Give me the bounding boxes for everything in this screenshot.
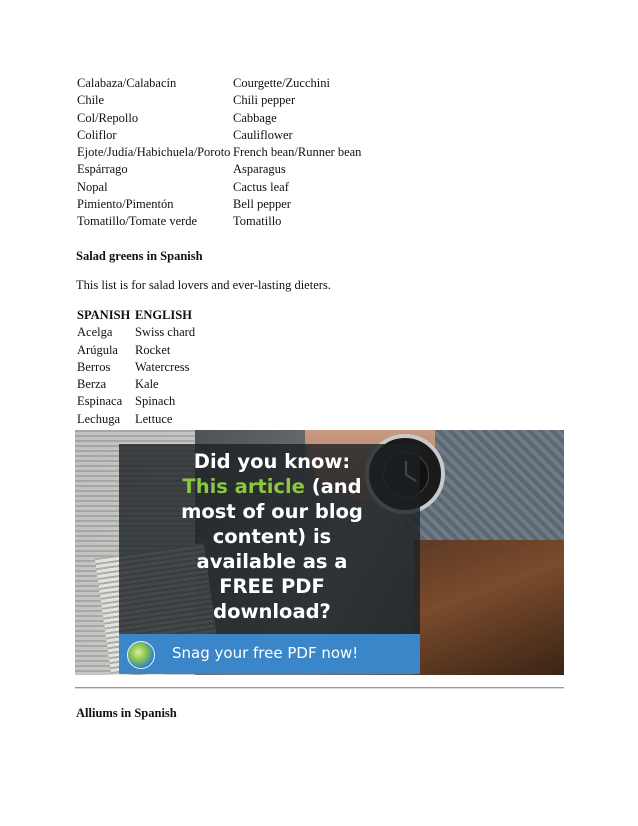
free-pdf-button[interactable] (119, 634, 420, 674)
table-row (77, 376, 195, 393)
alliums-heading: Alliums in Spanish (76, 706, 177, 720)
table-row (77, 393, 195, 410)
english-cell: Kale (135, 377, 159, 392)
banner-highlight-text: This article (182, 475, 305, 498)
english-cell: French bean/Runner bean (233, 145, 362, 160)
spanish-cell: Espinaca (77, 394, 123, 409)
spanish-cell: Nopal (77, 179, 108, 194)
english-cell: Cauliflower (233, 127, 293, 142)
spanish-cell: Coliflor (77, 127, 117, 142)
salad-intro-text: This list is for salad lovers and ever-lasting dieters. (76, 278, 331, 292)
table-header-row (77, 307, 195, 324)
banner-line-rest: (and (304, 475, 362, 498)
table-row (77, 75, 361, 92)
spanish-cell: Berza (77, 377, 107, 392)
english-cell: Watercress (135, 359, 190, 374)
banner-line: download? (213, 600, 331, 623)
english-cell: Courgette/Zucchini (233, 76, 330, 90)
table-row (77, 92, 361, 109)
spanish-cell: Tomatillo/Tomate verde (77, 214, 198, 229)
table-row (77, 342, 195, 359)
english-header: ENGLISH (135, 308, 192, 322)
table-row (77, 213, 361, 230)
spanish-cell: Berros (77, 359, 111, 374)
english-cell: Rocket (135, 342, 171, 357)
vegetables-table (77, 75, 361, 231)
english-cell: Cactus leaf (233, 179, 289, 194)
spanish-cell: Chile (77, 93, 105, 108)
spanish-cell: Espárrago (77, 162, 128, 177)
table-row (77, 144, 361, 161)
table-row (77, 161, 361, 178)
spanish-cell: Pimiento/Pimentón (77, 197, 174, 212)
spanish-cell: Calabaza/Calabacín (77, 76, 177, 90)
banner-line: available as a (196, 550, 348, 573)
banner-line (147, 475, 397, 499)
free-pdf-banner[interactable] (75, 430, 564, 675)
table-row (77, 324, 195, 341)
spanish-cell: Acelga (77, 325, 113, 340)
banner-background-wood (414, 540, 564, 675)
globe-icon (127, 641, 155, 669)
table-row (77, 196, 361, 213)
spanish-cell: Lechuga (77, 411, 121, 426)
english-cell: Tomatillo (233, 214, 282, 229)
english-cell: Bell pepper (233, 197, 291, 212)
banner-line: most of our blog (181, 500, 363, 523)
salad-greens-heading: Salad greens in Spanish (76, 249, 203, 263)
free-pdf-button-label: Snag your free PDF now! (172, 644, 359, 662)
table-row (77, 110, 361, 127)
salad-greens-table (77, 307, 195, 428)
table-row (77, 127, 361, 144)
table-row (77, 411, 195, 428)
table-row (77, 179, 361, 196)
horizontal-divider (75, 687, 564, 689)
spanish-header: SPANISH (77, 308, 131, 322)
english-cell: Chili pepper (233, 93, 296, 108)
english-cell: Asparagus (233, 162, 286, 177)
english-cell: Cabbage (233, 110, 277, 125)
table-row (77, 359, 195, 376)
spanish-cell: Arúgula (77, 342, 118, 357)
banner-line: FREE PDF (219, 575, 325, 598)
english-cell: Spinach (135, 394, 176, 409)
banner-line: content) is (212, 525, 332, 548)
english-cell: Swiss chard (135, 325, 196, 340)
spanish-cell: Ejote/Judía/Habichuela/Poroto (77, 145, 231, 160)
english-cell: Lettuce (135, 411, 173, 426)
spanish-cell: Col/Repollo (77, 110, 139, 125)
banner-line: Did you know: (193, 450, 351, 473)
